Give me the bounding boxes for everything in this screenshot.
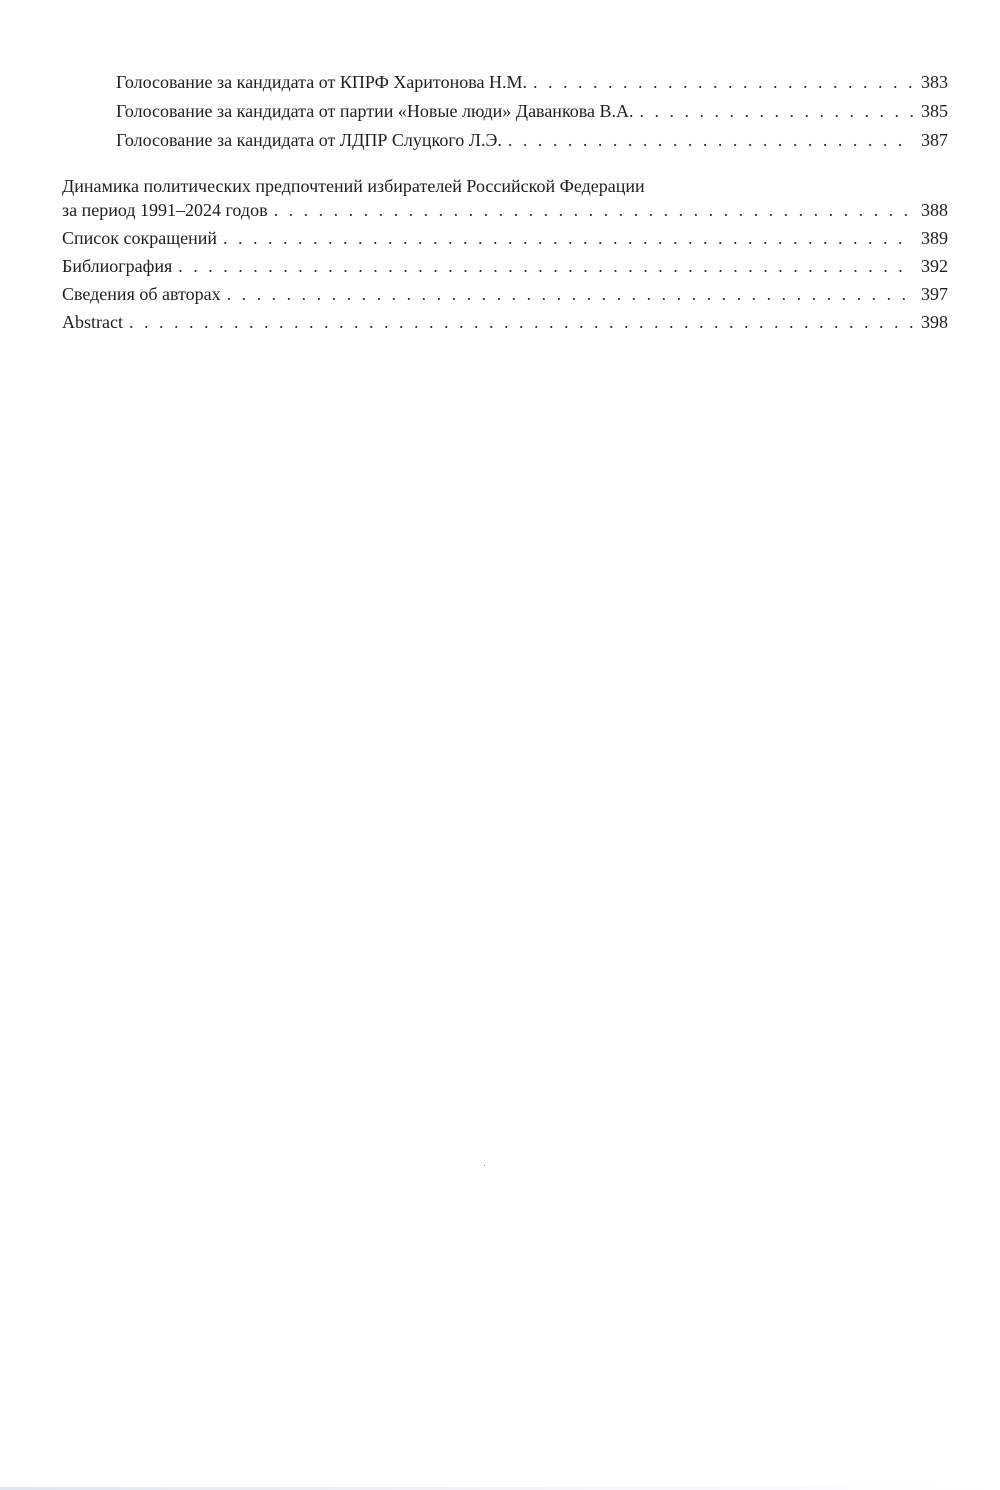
- toc-entry-new-people[interactable]: [116, 98, 948, 124]
- toc-entry-page: 397: [921, 284, 948, 304]
- toc-entry-abbreviations[interactable]: [62, 225, 948, 251]
- toc-entry-kprf[interactable]: [116, 69, 948, 95]
- toc-entry-title: Abstract: [62, 312, 123, 332]
- toc-entry-ldpr[interactable]: [116, 127, 948, 153]
- toc-entry-page: 387: [921, 130, 948, 150]
- toc-entry-title: Голосование за кандидата от партии «Новые люди» Даванкова В.А.: [116, 101, 634, 121]
- dot-leader: [129, 309, 914, 335]
- toc-entry-bibliography[interactable]: [62, 253, 948, 279]
- toc-entry-dynamics[interactable]: [62, 197, 948, 223]
- dot-leader: [533, 69, 914, 95]
- toc-entry-title: Голосование за кандидата от ЛДПР Слуцкого Л.Э.: [116, 130, 502, 150]
- toc-entry-title: Голосование за кандидата от КПРФ Харитонова Н.М.: [116, 72, 527, 92]
- toc-entry-title: Сведения об авторах: [62, 284, 221, 304]
- dot-leader: [274, 197, 914, 223]
- dot-leader: [178, 253, 914, 279]
- toc-entry-page: 388: [921, 200, 948, 220]
- toc-entry-page: 389: [921, 228, 948, 248]
- toc-entry-page: 383: [921, 72, 948, 92]
- toc-entry-title: Список сокращений: [62, 228, 217, 248]
- scan-speck: [484, 1165, 485, 1166]
- dot-leader: [640, 98, 914, 124]
- dot-leader: [227, 281, 914, 307]
- toc-entry-page: 385: [921, 101, 948, 121]
- toc-entry-title: Библиография: [62, 256, 173, 276]
- toc-entry-authors[interactable]: [62, 281, 948, 307]
- toc-entry-dynamics-line1: Динамика политических предпочтений избирателей Российской Федерации: [62, 176, 645, 196]
- toc-entry-page: 392: [921, 256, 948, 276]
- dot-leader: [508, 127, 914, 153]
- toc-entry-title: за период 1991–2024 годов: [62, 200, 268, 220]
- dot-leader: [223, 225, 914, 251]
- toc-entry-page: 398: [921, 312, 948, 332]
- toc-entry-abstract[interactable]: [62, 309, 948, 335]
